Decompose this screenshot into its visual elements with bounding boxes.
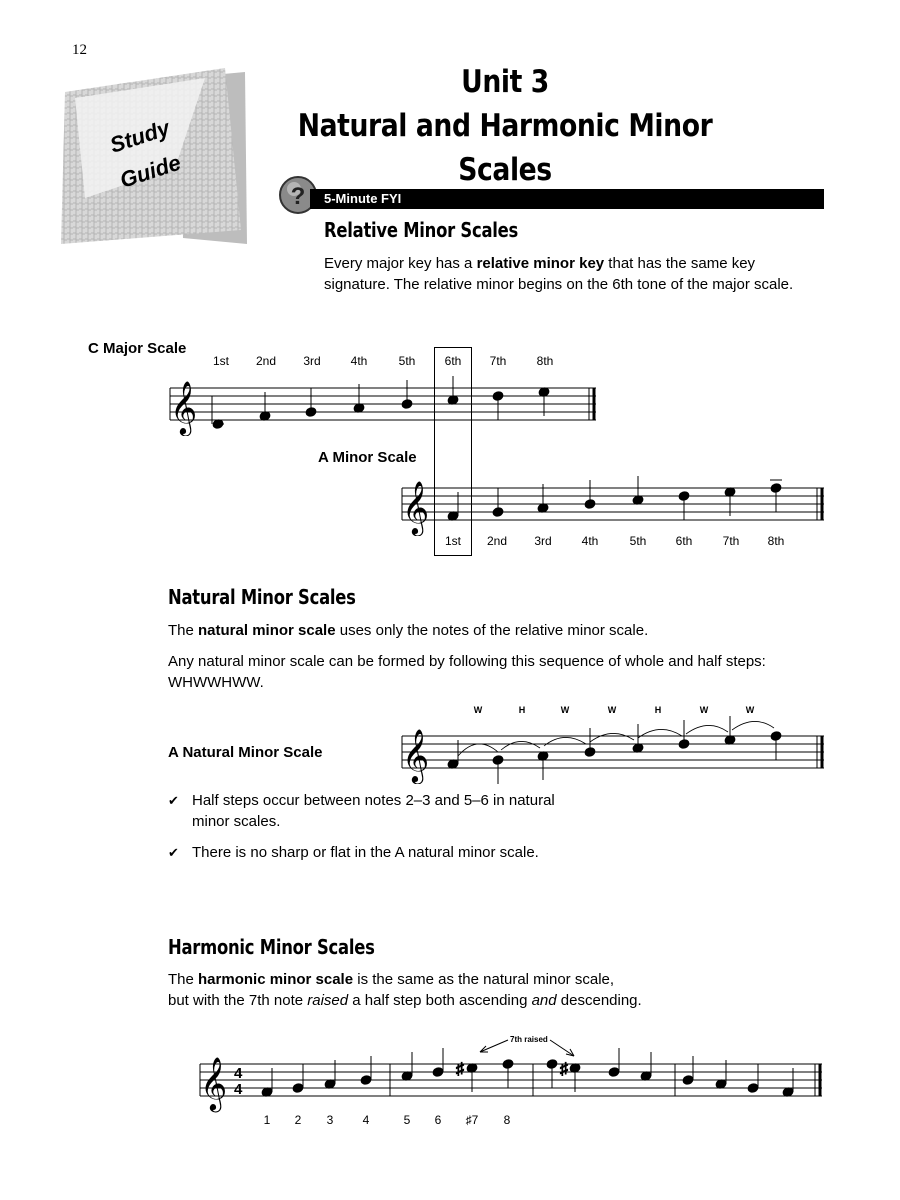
a-minor-degree: 5th <box>629 534 647 548</box>
page-number: 12 <box>72 42 87 58</box>
c-major-degree: 8th <box>536 354 554 368</box>
scale-degree-number: ♯7 <box>465 1113 479 1127</box>
natural-text-bold: natural minor scale <box>198 622 336 639</box>
study-guide-graphic <box>55 68 250 248</box>
harmonic-text-b: is the same as the natural minor scale, <box>353 971 615 988</box>
step-label: W <box>745 705 755 715</box>
note <box>492 755 504 766</box>
harmonic-minor-paragraph <box>168 969 828 1011</box>
harmonic-minor-heading: Harmonic Minor Scales <box>168 935 375 959</box>
relative-minor-paragraph <box>324 253 794 295</box>
a-minor-staff <box>392 476 832 536</box>
relative-minor-heading: Relative Minor Scales <box>324 218 519 242</box>
scale-degree-number: 1 <box>263 1113 271 1127</box>
scale-degree-number: 5 <box>403 1113 411 1127</box>
note <box>678 491 690 502</box>
scale-degree-number: 8 <box>503 1113 511 1127</box>
time-signature-top: 4 <box>234 1065 243 1082</box>
harmonic-minor-staff <box>190 1030 830 1120</box>
sharp-icon: ♯ <box>456 1061 464 1078</box>
time-signature-bottom: 4 <box>234 1081 243 1098</box>
treble-clef-icon: 𝄞 <box>200 1057 228 1109</box>
c-major-label: C Major Scale <box>88 340 187 357</box>
note <box>305 407 317 418</box>
c-major-degree: 6th <box>444 354 462 368</box>
step-label: H <box>518 705 526 715</box>
natural-minor-heading: Natural Minor Scales <box>168 585 356 609</box>
note <box>678 739 690 750</box>
c-major-staff <box>160 376 605 436</box>
note <box>360 1075 372 1086</box>
title-unit: Unit 3 <box>461 64 549 100</box>
title-subject: Natural and Harmonic Minor Scales <box>297 108 713 188</box>
note <box>492 507 504 518</box>
treble-clef-icon: 𝄞 <box>170 381 198 433</box>
checkmark-icon: ✔ <box>168 793 179 808</box>
scale-degree-number: 6 <box>434 1113 442 1127</box>
note <box>432 1067 444 1078</box>
page-title <box>286 60 725 192</box>
svg-text:?: ? <box>290 183 306 210</box>
step-label: W <box>607 705 617 715</box>
a-minor-degree: 7th <box>722 534 740 548</box>
scale-degree-number: 3 <box>326 1113 334 1127</box>
note <box>492 391 504 402</box>
seventh-raised-annotation: 7th raised <box>510 1035 548 1044</box>
harmonic-text-e: descending. <box>556 992 642 1009</box>
step-label: H <box>654 705 662 715</box>
harmonic-text-bold: harmonic minor scale <box>198 971 354 988</box>
harmonic-text-d: a half step both ascending <box>348 992 532 1009</box>
note <box>747 1083 759 1094</box>
bullet-item <box>168 790 588 832</box>
note <box>292 1083 304 1094</box>
scale-degree-number: 2 <box>294 1113 302 1127</box>
harmonic-text-italic-1: raised <box>307 992 349 1009</box>
natural-text-b: uses only the notes of the relative minor scale. <box>335 622 649 639</box>
bullet-text: Half steps occur between notes 2–3 and 5–6 in natural minor scales. <box>192 792 555 830</box>
note <box>770 483 782 494</box>
fyi-bar: 5-Minute FYI <box>310 189 824 209</box>
note <box>401 399 413 410</box>
note <box>608 1067 620 1078</box>
study-guide-badge <box>55 68 250 248</box>
relative-text-a: Every major key has a <box>324 255 477 272</box>
study-guide-line1: Study <box>106 115 173 158</box>
relative-text-b: that has the same key signature. The relative minor begins on the 6th tone of the major scale. <box>324 255 794 293</box>
step-label: W <box>699 705 709 715</box>
step-label: W <box>560 705 570 715</box>
note <box>682 1075 694 1086</box>
harmonic-text-italic-2: and <box>531 992 557 1009</box>
c-major-degree: 5th <box>398 354 416 368</box>
harmonic-text-c: but with the 7th note <box>168 992 308 1009</box>
bullet-item <box>168 842 808 863</box>
a-minor-degree: 1st <box>444 534 461 548</box>
treble-clef-icon: 𝄞 <box>402 481 430 533</box>
a-minor-degree: 6th <box>675 534 693 548</box>
note <box>584 747 596 758</box>
checkmark-icon: ✔ <box>168 845 179 860</box>
treble-clef-icon: 𝄞 <box>402 729 430 781</box>
harmonic-text-a: The <box>168 971 199 988</box>
relative-text-bold: relative minor key <box>476 255 605 272</box>
c-major-degree: 1st <box>212 354 229 368</box>
natural-minor-staff <box>392 712 832 784</box>
step-label: W <box>473 705 483 715</box>
natural-text-a: The <box>168 622 199 639</box>
natural-minor-paragraph-1 <box>168 620 808 641</box>
bullet-text: There is no sharp or flat in the A natural minor scale. <box>192 844 539 861</box>
note <box>502 1059 514 1070</box>
c-major-degree: 2nd <box>255 354 277 368</box>
a-minor-degree: 3rd <box>534 534 552 548</box>
a-minor-degree: 4th <box>581 534 599 548</box>
natural-minor-paragraph-2: Any natural minor scale can be formed by following this sequence of whole and half steps: WHWWHWW. <box>168 653 766 691</box>
sharp-icon: ♯ <box>560 1061 568 1078</box>
note <box>546 1059 558 1070</box>
study-guide-line2: Guide <box>116 149 184 193</box>
a-minor-label: A Minor Scale <box>318 449 417 466</box>
c-major-degree: 7th <box>489 354 507 368</box>
a-minor-degree: 8th <box>767 534 785 548</box>
natural-minor-scale-label: A Natural Minor Scale <box>168 744 323 761</box>
note <box>770 731 782 742</box>
scale-degree-number: 4 <box>362 1113 370 1127</box>
note <box>584 499 596 510</box>
a-minor-degree: 2nd <box>486 534 508 548</box>
c-major-degree: 3rd <box>303 354 321 368</box>
c-major-degree: 4th <box>350 354 368 368</box>
